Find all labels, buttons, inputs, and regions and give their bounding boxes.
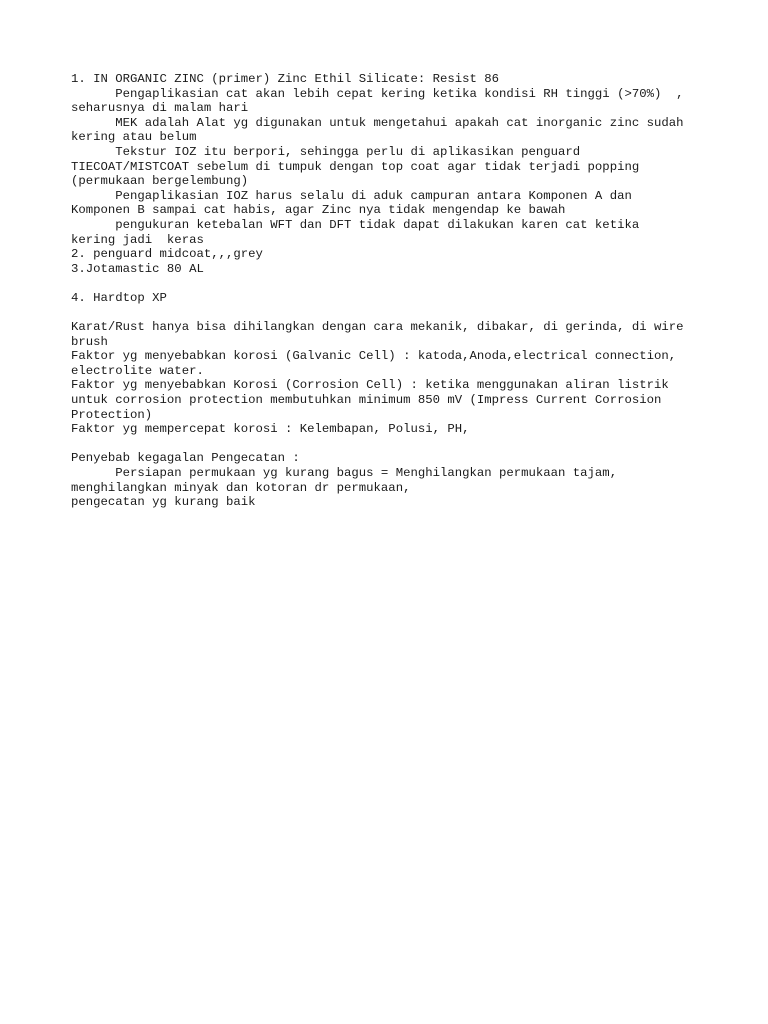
heading-penyebab-kegagalan: Penyebab kegagalan Pengecatan : <box>71 451 300 466</box>
text-line: Karat/Rust hanya bisa dihilangkan dengan cara mekanik, dibakar, di gerinda, di wire <box>71 320 684 335</box>
list-item-jotamastic: 3.Jotamastic 80 AL <box>71 261 204 276</box>
text-line: Faktor yg menyebabkan korosi (Galvanic Cell) : katoda,Anoda,electrical connection, <box>71 349 677 364</box>
text-line: Persiapan permukaan yg kurang bagus = Menghilangkan permukaan tajam, <box>71 466 618 481</box>
text-line: Faktor yg mempercepat korosi : Kelembapan, Polusi, PH, <box>71 422 470 437</box>
text-line: untuk corrosion protection membutuhkan minimum 850 mV (Impress Current Corrosion <box>71 393 662 408</box>
text-line: electrolite water. <box>71 363 204 378</box>
heading-inorganic-zinc: 1. IN ORGANIC ZINC (primer) Zinc Ethil Silicate: Resist 86 <box>71 72 500 86</box>
blank-line <box>71 306 711 321</box>
text-line: brush <box>71 334 108 349</box>
document-page <box>71 72 711 510</box>
text-line: kering jadi keras <box>71 232 204 247</box>
text-line: Pengaplikasian IOZ harus selalu di aduk campuran antara Komponen A dan <box>71 188 632 203</box>
text-line: MEK adalah Alat yg digunakan untuk mengetahui apakah cat inorganic zinc sudah <box>71 115 684 130</box>
text-line: pengukuran ketebalan WFT dan DFT tidak dapat dilakukan karen cat ketika <box>71 217 640 232</box>
text-line: seharusnya di malam hari <box>71 101 249 116</box>
blank-line <box>71 276 711 291</box>
text-line: kering atau belum <box>71 130 197 145</box>
text-line: TIECOAT/MISTCOAT sebelum di tumpuk dengan top coat agar tidak terjadi popping <box>71 159 640 174</box>
text-line: menghilangkan minyak dan kotoran dr permukaan, <box>71 480 411 495</box>
text-line: Faktor yg menyebabkan Korosi (Corrosion Cell) : ketika menggunakan aliran listrik <box>71 378 669 393</box>
list-item-hardtop: 4. Hardtop XP <box>71 290 167 305</box>
text-line: Pengaplikasian cat akan lebih cepat kering ketika kondisi RH tinggi (>70%) , <box>71 86 684 101</box>
text-line: Tekstur IOZ itu berpori, sehingga perlu di aplikasikan penguard <box>71 144 581 159</box>
text-line: pengecatan yg kurang baik <box>71 495 256 510</box>
list-item-penguard-midcoat: 2. penguard midcoat,,,grey <box>71 247 263 262</box>
text-line: Protection) <box>71 407 153 422</box>
text-line: Komponen B sampai cat habis, agar Zinc nya tidak mengendap ke bawah <box>71 203 566 218</box>
text-line: (permukaan bergelembung) <box>71 174 249 189</box>
blank-line <box>71 437 711 452</box>
